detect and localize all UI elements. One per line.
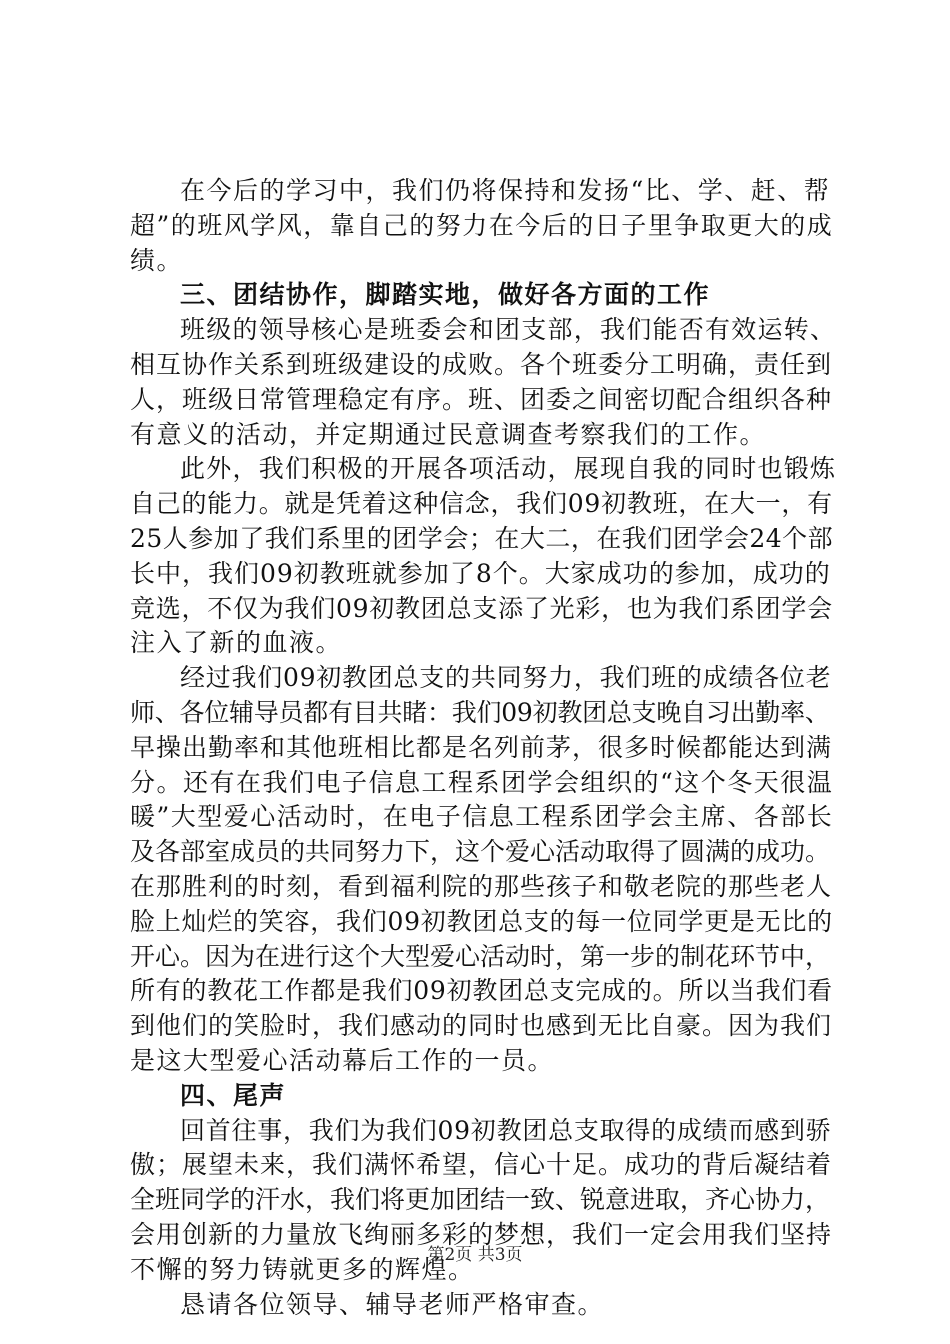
- text-line: 超”的班风学风，靠自己的努力在今后的日子里争取更大的成: [130, 210, 834, 240]
- text-line: 傲；展望未来，我们满怀希望，信心十足。成功的背后凝结着: [130, 1150, 833, 1180]
- text-line: 暖”大型爱心活动时，在电子信息工程系团学会主席、各部长: [130, 802, 834, 832]
- text-line: 竞选，不仅为我们09初教团总支添了光彩，也为我们系团学会: [130, 593, 833, 623]
- text-line: 班级的领导核心是班委会和团支部，我们能否有效运转、: [180, 315, 837, 345]
- text-line: 回首往事，我们为我们09初教团总支取得的成绩而感到骄: [180, 1115, 832, 1145]
- text-line: 绩。: [130, 245, 184, 275]
- text-line: 有意义的活动，并定期通过民意调查考察我们的工作。: [130, 419, 767, 449]
- text-line: 及各部室成员的共同努力下，这个爱心活动取得了圆满的成功。: [130, 837, 831, 867]
- text-line: 脸上灿烂的笑容，我们09初教团总支的每一位同学更是无比的: [130, 906, 833, 936]
- text-line: 自己的能力。就是凭着这种信念，我们09初教班，在大一，有: [130, 489, 833, 519]
- page-footer: 第2页 共3页: [427, 1245, 523, 1265]
- text-line: 此外，我们积极的开展各项活动，展现自我的同时也锻炼: [180, 454, 837, 484]
- text-line: 全班同学的汗水，我们将更加团结一致、锐意进取，齐心协力，: [130, 1185, 831, 1215]
- text-line: 长中，我们09初教班就参加了8个。大家成功的参加，成功的: [130, 558, 831, 588]
- text-line: 会用创新的力量放飞绚丽多彩的梦想，我们一定会用我们坚持: [130, 1219, 833, 1249]
- text-line: 25人参加了我们系里的团学会；在大二，在我们团学会24个部: [130, 523, 834, 553]
- text-line: 到他们的笑脸时，我们感动的同时也感到无比自豪。因为我们: [130, 1011, 833, 1041]
- text-line: 分。还有在我们电子信息工程系团学会组织的“这个冬天很温: [130, 767, 834, 797]
- text-line: 经过我们09初教团总支的共同努力，我们班的成绩各位老: [180, 663, 832, 693]
- text-line: 人，班级日常管理稳定有序。班、团委之间密切配合组织各种: [130, 384, 833, 414]
- text-line: 早操出勤率和其他班相比都是名列前茅，很多时候都能达到满: [130, 732, 833, 762]
- text-line: 开心。因为在进行这个大型爱心活动时，第一步的制花环节中，: [130, 941, 831, 971]
- text-line: 恳请各位领导、辅导老师严格审查。: [180, 1289, 605, 1319]
- text-line: 在今后的学习中，我们仍将保持和发扬“比、学、赶、帮: [180, 176, 831, 205]
- section-heading: 三、团结协作，脚踏实地，做好各方面的工作: [180, 280, 711, 310]
- text-line: 是这大型爱心活动幕后工作的一员。: [130, 1045, 555, 1075]
- text-line: 在那胜利的时刻，看到福利院的那些孩子和敬老院的那些老人: [130, 871, 833, 901]
- section-heading: 四、尾声: [180, 1080, 287, 1110]
- text-line: 师、各位辅导员都有目共睹：我们09初教团总支晚自习出勤率、: [130, 697, 830, 727]
- text-line: 注入了新的血液。: [130, 628, 343, 658]
- text-line: 不懈的努力铸就更多的辉煌。: [130, 1254, 475, 1284]
- document-body: [130, 174, 836, 1322]
- text-line: 所有的教花工作都是我们09初教团总支完成的。所以当我们看: [130, 976, 833, 1006]
- text-line: 相互协作关系到班级建设的成败。各个班委分工明确，责任到: [130, 349, 833, 379]
